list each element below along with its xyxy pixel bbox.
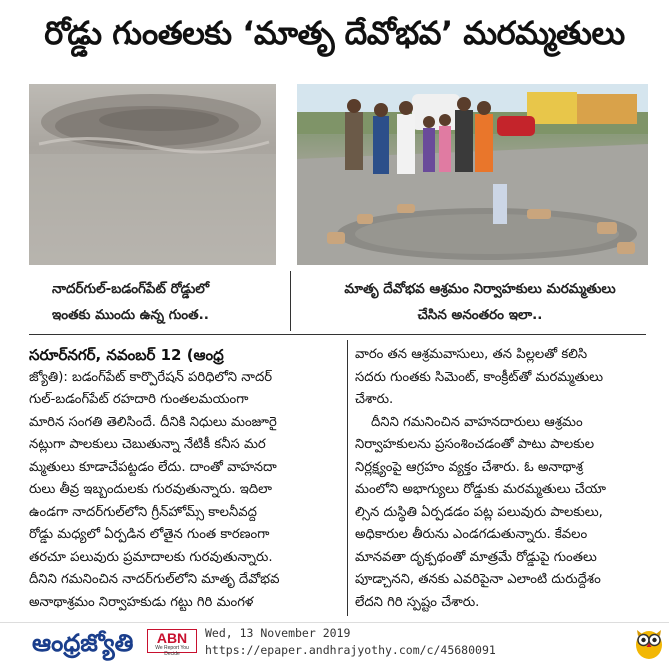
body-line: లేదని గిరి స్పష్టం చేశారు. [355, 594, 480, 610]
photo-right-caption [310, 276, 650, 328]
caption-line: మాతృ దేవోభవ ఆశ్రమం నిర్వాహకులు మరమ్మతులు [344, 281, 616, 297]
edition-date: Wed, 13 November 2019 [205, 626, 351, 640]
epaper-url[interactable]: https://epaper.andhrajyothy.com/c/45680091 [205, 643, 496, 657]
abn-logo-text: ABN [156, 630, 188, 646]
caption-divider [290, 271, 291, 331]
body-line: మంలోని అభాగ్యులు రోడ్డుకు మరమ్మతులు చేయా [355, 482, 606, 497]
photo-after-repair [297, 84, 648, 265]
body-line: జ్యోతి): బడంగ్‌పేట్ కార్పొరేషన్ పరిధిలోని నాదర్ [29, 369, 273, 385]
body-line: వారం తన ఆశ్రమవాసులు, తన పిల్లలతో కలిసి [355, 347, 588, 362]
body-line: నిర్లక్ష్యంపై ఆగ్రహం వ్యక్తం చేశారు. ఓ అనాథాశ్ర [355, 459, 583, 475]
body-line: నిర్వాహకులను ప్రసంశించడంతో పాటు పాలకుల [355, 437, 595, 452]
body-line: మ్మతులు కూడాచేపట్టడం లేదు. దాంతో వాహనదా [29, 459, 277, 475]
pothole-image [29, 84, 276, 265]
section-rule [29, 334, 646, 335]
andhrajyothy-logo[interactable]: ఆంధ్రజ్యోతి [32, 628, 134, 657]
article-column-right [355, 344, 651, 614]
body-line: తరచూ పలువురు ప్రమాదాలకు గురవుతున్నారు. [29, 549, 273, 565]
body-line: చేశారు. [355, 392, 394, 407]
body-line: రోడ్డు మధ్యలో ఏర్పడిన లోతైన గుంత కారణంగా [29, 527, 270, 542]
caption-line: ఇంతకు ముందు ఉన్న గుంత.. [52, 307, 209, 323]
body-line: ఉండగా నాదర్‌గుల్‌లోని గ్రీన్‌హోమ్స్ కాలనీవద్ద [29, 504, 257, 520]
abn-logo[interactable] [147, 629, 197, 657]
body-line: మానవతా దృక్పథంతో మాత్రమే రోడ్డుపై గుంతలు [355, 549, 597, 565]
abn-tagline: We Report You Decide [155, 645, 189, 657]
body-line: సదరు గుంతకు సిమెంట్, కాంక్రీట్‌తో మరమ్మతులు [355, 369, 604, 385]
body-line: రులు తీవ్ర ఇబ్బందులకు గురవుతున్నారు. ఇదిలా [29, 482, 272, 497]
body-line: పూడ్చానని, తనకు ఎవరిపైనా ఎలాంటి దురుద్దేశం [355, 572, 601, 587]
body-line: గుల్-బడంగ్‌పేట్ రహదారి గుంతలమయంగా [29, 392, 249, 407]
article-column-left [29, 344, 341, 614]
photo-pothole-before [29, 84, 276, 265]
column-divider [347, 340, 348, 616]
body-line: ల్సిన దుస్థితి ఏర్పడడం పట్ల పలువురు పాలకులు, [355, 504, 603, 520]
footer-meta [205, 625, 496, 659]
repair-group-image [297, 84, 648, 265]
body-line: అధికారుల తీరును ఎండగడుతున్నారు. కేవలం [355, 527, 588, 542]
body-line: దీనిని గమనించిన వాహనదారులు ఆశ్రమం [371, 414, 583, 430]
dateline: సరూర్‌నగర్, నవంబర్ 12 (ఆంధ్ర [29, 346, 224, 364]
caption-line: చేసిన అనంతరం ఇలా.. [417, 307, 543, 323]
body-line: మారిన సంగతి తెలిసిందే. దీనికి నిధులు మంజూరై [29, 414, 277, 430]
photo-left-caption [52, 276, 272, 328]
caption-line: నాదర్‌గుల్-బడంగ్‌పేట్ రోడ్డులో [52, 281, 210, 297]
body-line: అనాథాశ్రమం నిర్వాహకుడు గట్టు గిరి మంగళ [29, 594, 254, 610]
headline: రోడ్డు గుంతలకు ‘మాతృ దేవోభవ’ మరమ్మతులు [44, 14, 625, 52]
body-line: నట్లుగా పాలకులు చెబుతున్నా నేటికీ కనీస మర [29, 437, 266, 452]
body-line: దీనిని గమనించిన నాదర్‌గుల్‌లోని మాతృ దేవోభవ [29, 572, 280, 587]
owl-icon[interactable] [633, 624, 665, 660]
